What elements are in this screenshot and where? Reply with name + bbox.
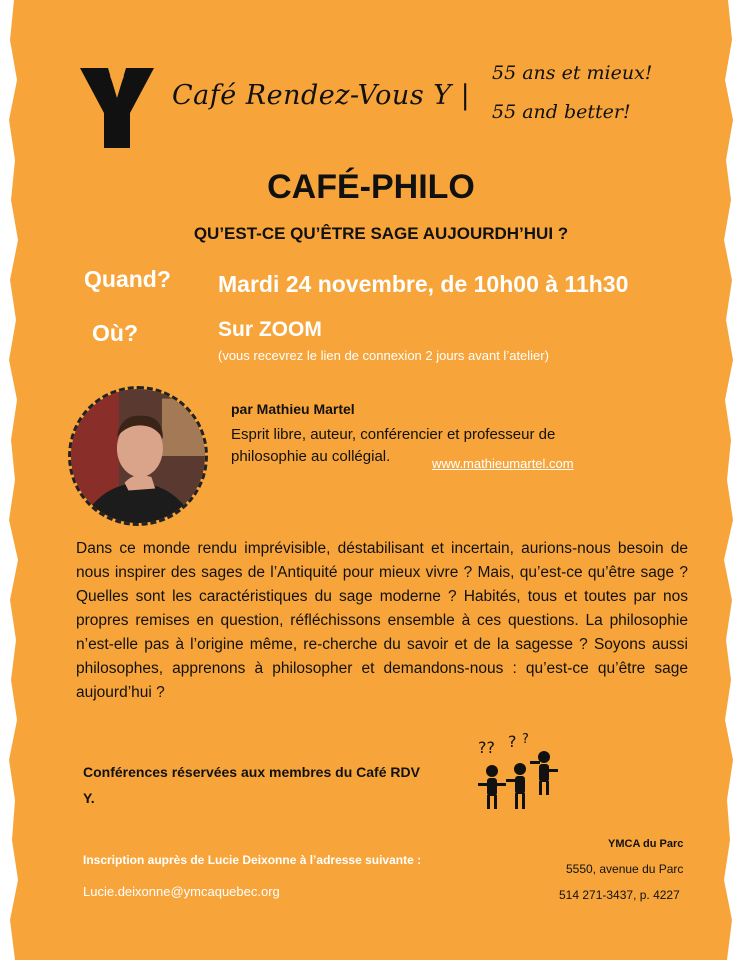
page-subtitle: QU’EST-CE QU’ÊTRE SAGE AUJOURDH’HUI ?: [193, 224, 569, 243]
brand-name: Café Rendez-Vous Y |: [172, 80, 471, 111]
when-label: Quand?: [84, 266, 171, 292]
members-note: Conférences réservées aux membres du Café RDV Y.: [83, 764, 420, 806]
speaker-bio: Esprit libre, auteur, conférencier et professeur de philosophie au collégial.: [231, 426, 556, 465]
where-value: Sur ZOOM: [218, 318, 322, 341]
torn-edge-right: [716, 0, 742, 960]
where-label: Où?: [92, 320, 138, 346]
org-name: YMCA du Parc: [608, 838, 684, 850]
tagline-en: 55 and better!: [492, 101, 631, 123]
torn-edge-left: [0, 0, 26, 960]
signup-instructions: Inscription auprès de Lucie Deixonne à l’adresse suivante :: [83, 853, 422, 867]
speaker-photo: [68, 386, 208, 526]
tagline-fr: 55 ans et mieux!: [492, 62, 653, 84]
page-title: CAFÉ-PHILO: [267, 168, 475, 206]
speaker-name: par Mathieu Martel: [231, 401, 355, 417]
when-value: Mardi 24 novembre, de 10h00 à 11h30: [218, 271, 629, 297]
thinking-people-icon: [470, 733, 570, 823]
where-note: (vous recevrez le lien de connexion 2 jours avant l’atelier): [218, 348, 549, 363]
svg-text:??: ??: [478, 738, 495, 757]
svg-text:?: ?: [522, 733, 529, 747]
org-address: 5550, avenue du Parc: [566, 862, 684, 876]
event-description: Dans ce monde rendu imprévisible, déstabilisant et incertain, aurions-nous besoin de nous inspirer des sages de l’Antiquité pour mieux vivre ? Mais, qu’est-ce qu’être sage ? Quelles sont les caractéristiques du sage moderne ? Habités, tous et toutes par nos propres remises en question, réfléchissons ensemble à ces questions. La philosophie n’est-elle pas à l’origine même, re-cherche du savoir et de la sagesse ? Soyons aussi philosophes, apprenons à philosopher et demandons-nous : qu’est-ce qu’être sage aujourd’hui ?: [76, 540, 688, 701]
signup-email-link[interactable]: Lucie.deixonne@ymcaquebec.org: [83, 884, 280, 899]
svg-text:?: ?: [508, 733, 517, 751]
ymca-y-logo-icon: [80, 68, 154, 148]
speaker-website-link[interactable]: www.mathieumartel.com: [432, 456, 574, 471]
org-phone: 514 271-3437, p. 4227: [559, 888, 680, 902]
